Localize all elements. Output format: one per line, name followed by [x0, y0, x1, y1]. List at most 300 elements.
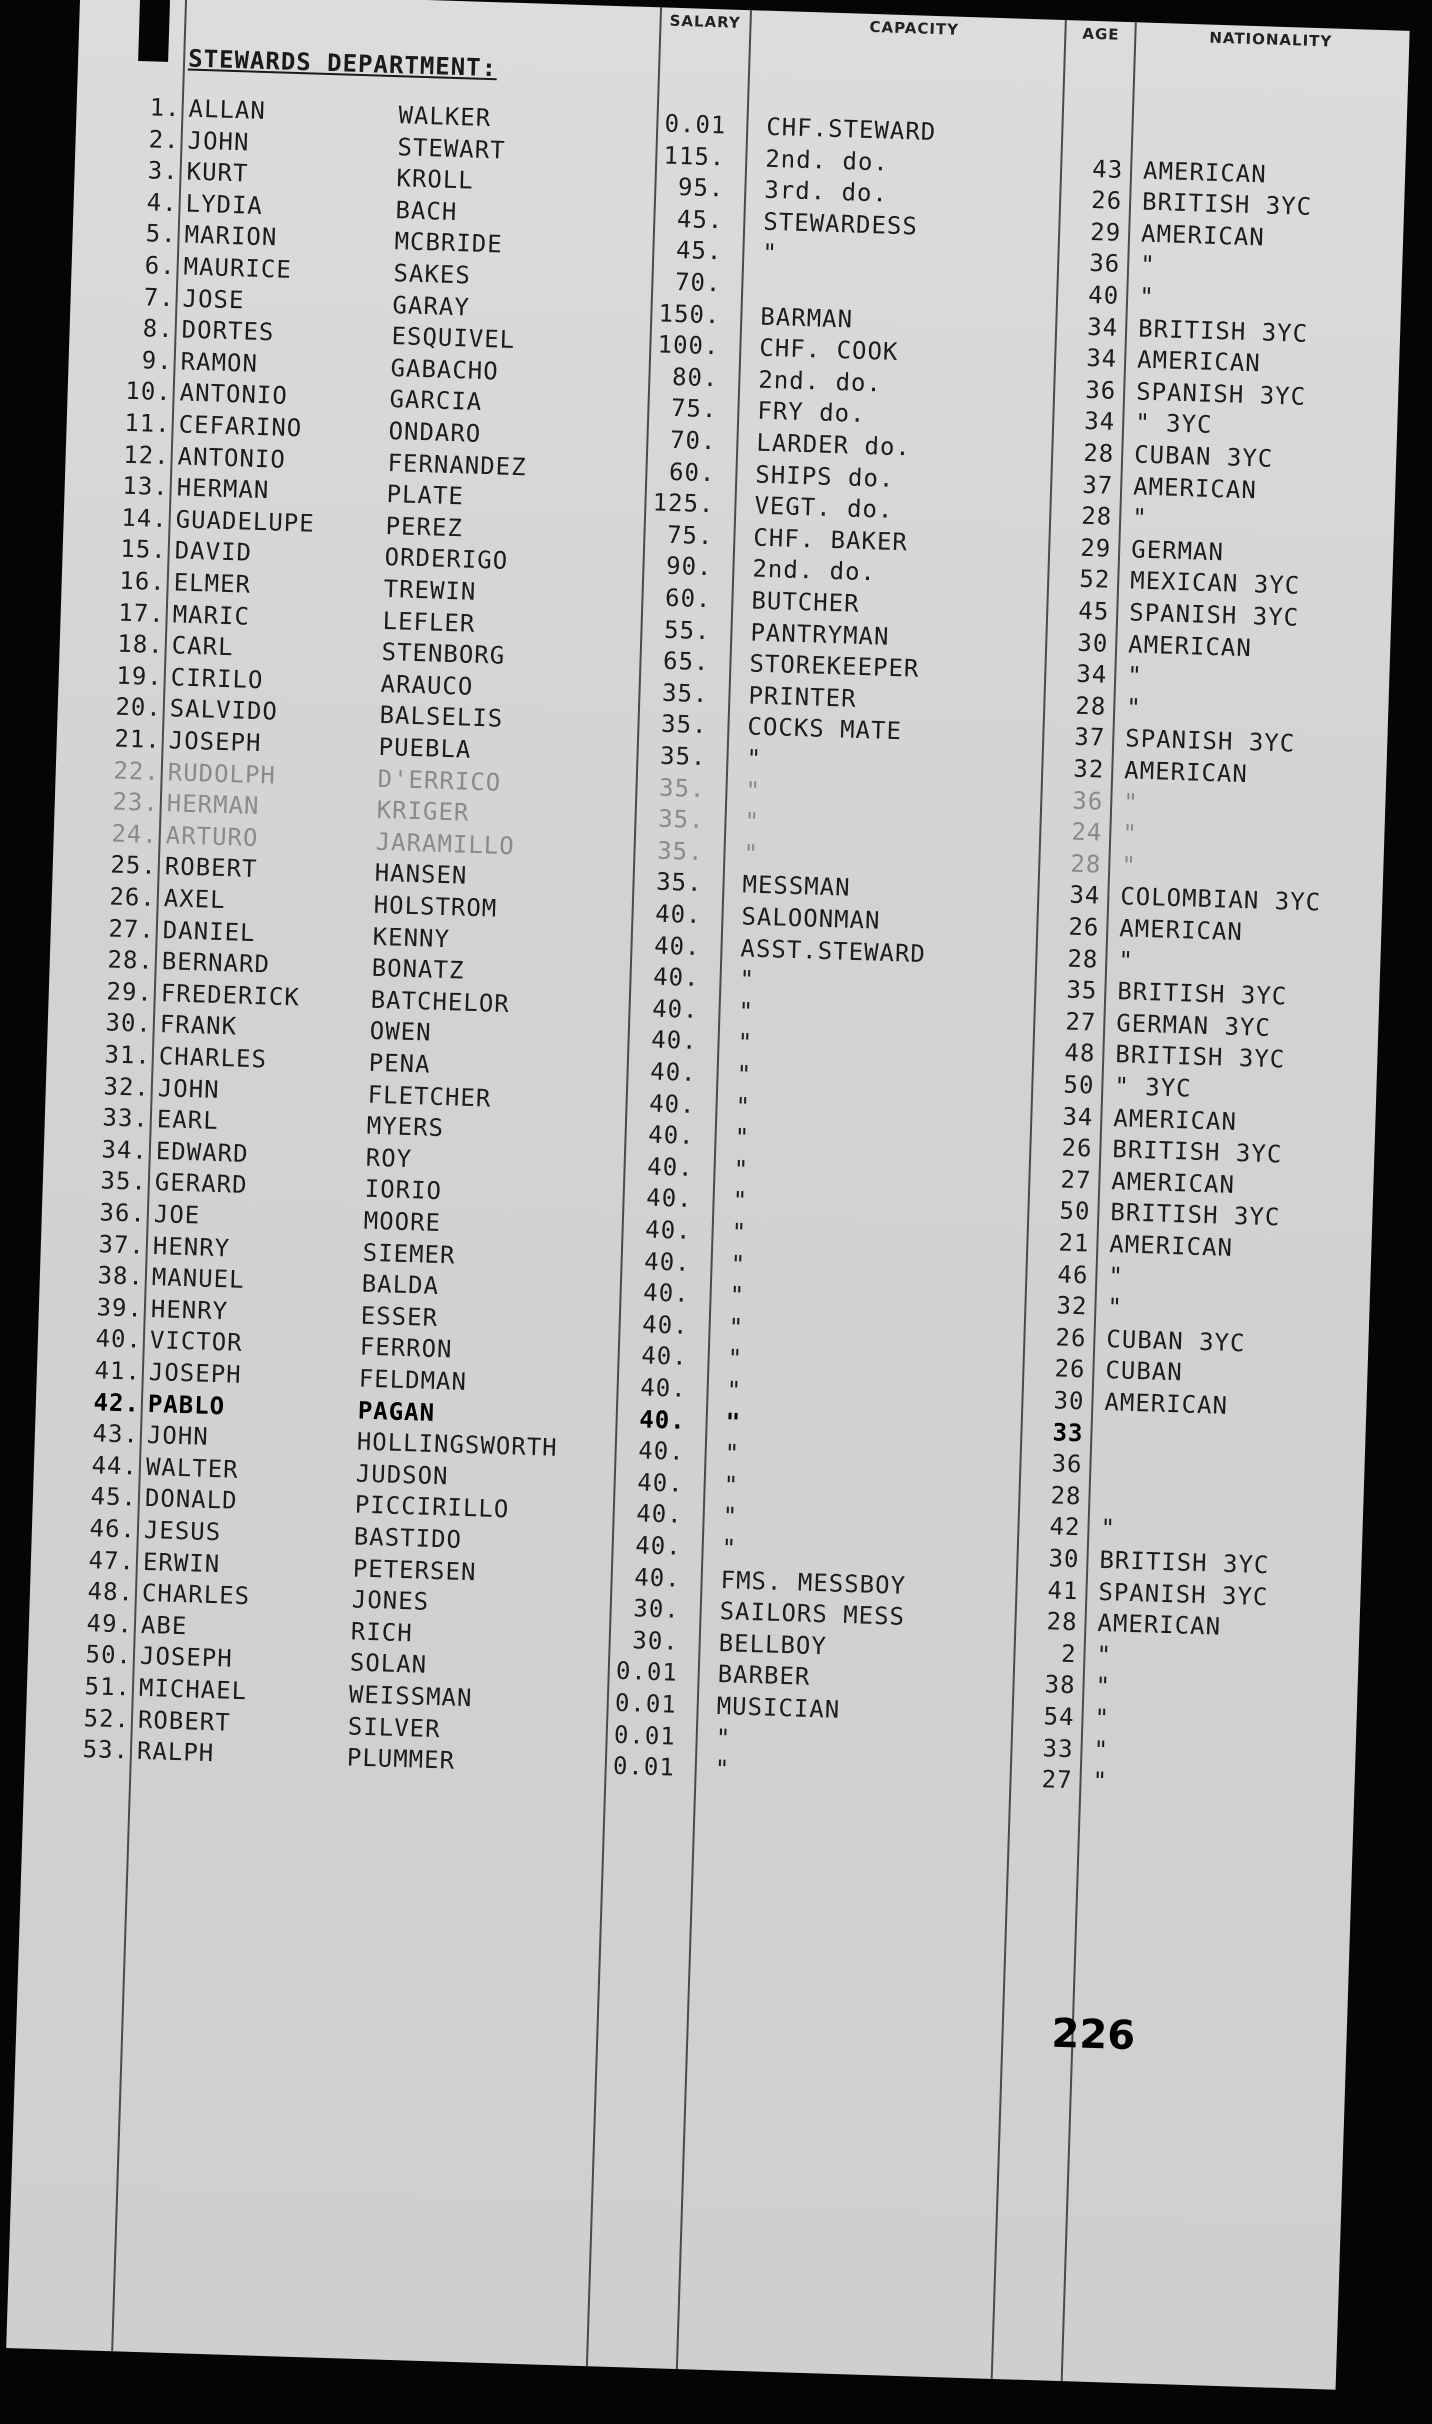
crew-num-cell: 17.	[117, 598, 166, 628]
crew-num-cell: 20.	[114, 692, 163, 723]
crew-nationality-cell: "	[1093, 1735, 1110, 1764]
crew-nationality-cell: SPANISH 3YC	[1135, 377, 1307, 411]
crew-nationality-cell: "	[1122, 787, 1140, 817]
crew-last-cell: ARAUCO	[380, 669, 474, 701]
crew-num-cell: 34.	[101, 1135, 149, 1165]
crew-last-cell: OWEN	[369, 1017, 432, 1048]
crew-num-cell: 52.	[83, 1703, 131, 1734]
crew-salary-cell: 40.	[642, 1278, 691, 1309]
crew-capacity-cell: "	[732, 1186, 749, 1216]
crew-capacity-cell: "	[743, 839, 760, 868]
crew-first-cell: JOSEPH	[139, 1642, 234, 1674]
crew-num-cell: 23.	[112, 787, 160, 818]
crew-first-cell: JOSEPH	[148, 1357, 243, 1389]
crew-num-cell: 21.	[114, 724, 162, 755]
crew-first-cell: CHARLES	[141, 1579, 251, 1611]
crew-first-cell: HERMAN	[176, 473, 270, 505]
punch-hole-shadow	[138, 0, 170, 62]
crew-nationality-cell: "	[1126, 661, 1144, 691]
crew-num-cell: 27.	[108, 914, 156, 944]
crew-capacity-cell: BELLBOY	[718, 1628, 828, 1661]
crew-salary-cell: 35.	[660, 710, 708, 740]
crew-last-cell: GARAY	[392, 290, 471, 322]
crew-num-cell: 19.	[115, 661, 164, 691]
department-title: STEWARDS DEPARTMENT:	[187, 44, 498, 83]
crew-capacity-cell: FMS. MESSBOY	[720, 1565, 907, 1600]
crew-num-cell: 7.	[143, 282, 176, 312]
crew-last-cell: HOLLINGSWORTH	[356, 1427, 559, 1463]
crew-first-cell: GERARD	[154, 1168, 248, 1200]
crew-num-cell: 51.	[84, 1672, 132, 1702]
crew-salary-cell: 40.	[648, 1089, 697, 1119]
crew-capacity-cell: PRINTER	[748, 681, 858, 713]
crew-age-cell: 43	[1091, 154, 1124, 184]
capacity-header: CAPACITY	[869, 17, 960, 39]
crew-num-cell: 28.	[107, 945, 155, 976]
crew-num-cell: 40.	[95, 1324, 143, 1355]
crew-salary-cell: 45.	[675, 236, 723, 266]
crew-first-cell: KURT	[186, 157, 249, 188]
crew-capacity-cell: "	[739, 965, 756, 994]
crew-age-cell: 36	[1071, 786, 1104, 816]
crew-salary-cell: 65.	[662, 646, 710, 677]
crew-last-cell: D'ERRICO	[377, 764, 502, 797]
crew-capacity-cell: CHF. COOK	[758, 333, 899, 367]
crew-nationality-cell: "	[1096, 1640, 1113, 1670]
crew-num-cell: 25.	[110, 850, 158, 881]
crew-num-cell: 29.	[106, 977, 154, 1007]
crew-nationality-cell: SPANISH 3YC	[1098, 1577, 1269, 1611]
crew-salary-cell: 40.	[639, 1373, 688, 1403]
crew-last-cell: FERRON	[359, 1332, 453, 1364]
crew-salary-cell: 40.	[652, 962, 701, 993]
crew-num-cell: 46.	[89, 1514, 137, 1544]
crew-first-cell: HENRY	[152, 1231, 231, 1263]
crew-salary-cell: 125.	[652, 488, 715, 519]
crew-age-cell: 34	[1069, 881, 1101, 910]
crew-nationality-cell: BRITISH 3YC	[1116, 977, 1288, 1011]
crew-last-cell: SAKES	[393, 259, 472, 290]
crew-salary-cell: 40.	[636, 1468, 685, 1498]
crew-nationality-cell: SPANISH 3YC	[1128, 598, 1300, 632]
crew-first-cell: CEFARINO	[178, 410, 303, 443]
crew-capacity-cell: ASST.STEWARD	[740, 933, 927, 968]
crew-age-cell: 30	[1076, 628, 1109, 658]
crew-first-cell: MARIC	[172, 599, 251, 631]
crew-num-cell: 15.	[119, 535, 168, 565]
crew-nationality-cell: CUBAN 3YC	[1133, 440, 1274, 473]
crew-capacity-cell: LARDER do.	[755, 428, 912, 462]
crew-capacity-cell: BARBER	[717, 1660, 811, 1692]
crew-capacity-cell: CHF.STEWARD	[765, 112, 937, 147]
crew-last-cell: RICH	[350, 1617, 414, 1648]
crew-last-cell: ESQUIVEL	[391, 322, 516, 355]
crew-nationality-cell: CUBAN	[1105, 1356, 1184, 1387]
crew-num-cell: 16.	[118, 566, 167, 597]
crew-salary-cell: 60.	[668, 457, 716, 487]
crew-age-cell: 32	[1056, 1291, 1088, 1321]
crew-num-cell: 14.	[120, 503, 169, 533]
crew-last-cell: ONDARO	[388, 417, 482, 448]
crew-num-cell: 47.	[88, 1545, 136, 1576]
crew-last-cell: FELDMAN	[358, 1364, 468, 1396]
crew-first-cell: DAVID	[174, 536, 253, 568]
crew-first-cell: ERWIN	[142, 1547, 221, 1578]
crew-salary-cell: 40.	[635, 1499, 684, 1530]
crew-last-cell: STENBORG	[381, 638, 506, 670]
crew-nationality-cell: "	[1100, 1514, 1117, 1543]
crew-salary-cell: 45.	[676, 204, 724, 235]
crew-age-cell: 26	[1055, 1323, 1087, 1353]
age-header: AGE	[1082, 24, 1120, 44]
crew-nationality-cell: AMERICAN	[1132, 472, 1258, 504]
crew-age-cell: 34	[1083, 407, 1116, 437]
crew-last-cell: STEWART	[397, 132, 507, 165]
crew-salary-cell: 40.	[637, 1436, 686, 1466]
crew-last-cell: JARAMILLO	[375, 827, 516, 860]
crew-num-cell: 18.	[116, 629, 165, 660]
crew-last-cell: WEISSMAN	[348, 1680, 473, 1713]
crew-age-cell: 34	[1075, 659, 1108, 689]
crew-age-cell: 28	[1070, 849, 1102, 879]
crew-capacity-cell: "	[729, 1281, 746, 1310]
crew-last-cell: WALKER	[398, 101, 492, 133]
crew-nationality-cell: AMERICAN	[1097, 1609, 1222, 1641]
crew-first-cell: DANIEL	[162, 915, 256, 947]
crew-age-cell: 48	[1064, 1038, 1096, 1068]
crew-last-cell: PUEBLA	[378, 732, 472, 764]
crew-nationality-cell: AMERICAN	[1136, 345, 1262, 378]
crew-capacity-cell: "	[727, 1344, 744, 1373]
crew-num-cell: 49.	[86, 1608, 134, 1639]
crew-age-cell: 28	[1067, 944, 1099, 974]
crew-salary-cell: 55.	[663, 615, 711, 645]
crew-age-cell: 41	[1047, 1575, 1079, 1605]
crew-last-cell: KRIGER	[376, 796, 470, 827]
crew-capacity-cell: "	[746, 744, 763, 773]
crew-age-cell: 26	[1068, 912, 1100, 942]
crew-capacity-cell: SAILORS MESS	[719, 1597, 906, 1631]
crew-age-cell	[1077, 122, 1125, 124]
crew-age-cell: 27	[1060, 1165, 1092, 1195]
crew-last-cell: SIEMER	[362, 1238, 456, 1270]
crew-num-cell: 42.	[93, 1387, 141, 1418]
crew-num-cell: 33.	[102, 1103, 150, 1134]
crew-capacity-cell: "	[721, 1534, 738, 1563]
crew-last-cell: MCBRIDE	[394, 227, 504, 259]
crew-capacity-cell: 2nd. do.	[752, 554, 877, 587]
crew-first-cell: FREDERICK	[160, 978, 301, 1012]
crew-age-cell: 36	[1088, 249, 1121, 279]
crew-last-cell: GABACHO	[390, 353, 500, 386]
crew-first-cell: RUDOLPH	[167, 757, 277, 790]
crew-last-cell: BALDA	[361, 1269, 440, 1301]
crew-first-cell: JOHN	[146, 1421, 210, 1452]
crew-first-cell: MAURICE	[183, 252, 293, 284]
crew-first-cell: CIRILO	[170, 663, 264, 694]
crew-salary-cell: 95.	[677, 173, 725, 203]
crew-num-cell: 41.	[94, 1356, 142, 1386]
crew-capacity-cell: "	[733, 1155, 750, 1184]
crew-nationality-cell: " 3YC	[1113, 1072, 1193, 1103]
crew-salary-cell: 100.	[657, 330, 720, 361]
crew-capacity-cell: BUTCHER	[751, 586, 860, 618]
crew-num-cell: 38.	[97, 1261, 145, 1291]
crew-last-cell: MYERS	[366, 1111, 445, 1143]
crew-capacity-cell: "	[726, 1376, 743, 1405]
crew-num-cell: 4.	[146, 188, 179, 218]
crew-capacity-cell: "	[744, 807, 761, 837]
crew-first-cell: DONALD	[144, 1484, 239, 1516]
crew-salary-cell: 0.01	[614, 1688, 678, 1719]
crew-num-cell: 10.	[124, 377, 173, 407]
crew-capacity-cell: "	[728, 1312, 745, 1342]
crew-salary-cell: 35.	[657, 804, 705, 835]
crew-capacity-cell: "	[722, 1502, 739, 1531]
crew-first-cell: JOSE	[182, 284, 245, 315]
crew-nationality-cell: COLOMBIAN 3YC	[1119, 882, 1322, 917]
crew-nationality-cell: BRITISH 3YC	[1109, 1198, 1281, 1232]
crew-capacity-cell: "	[714, 1755, 731, 1784]
crew-capacity-cell: "	[734, 1123, 751, 1152]
crew-first-cell: ROBERT	[164, 852, 258, 884]
crew-first-cell: BERNARD	[161, 947, 271, 979]
crew-first-cell: SALVIDO	[169, 694, 279, 727]
crew-last-cell: PETERSEN	[352, 1554, 477, 1586]
crew-last-cell: TREWIN	[383, 574, 477, 606]
crew-age-cell: 35	[1066, 975, 1098, 1005]
crew-age-cell: 26	[1061, 1133, 1093, 1163]
crew-age-cell: 46	[1057, 1260, 1089, 1289]
crew-num-cell: 13.	[121, 471, 170, 502]
crew-num-cell: 1.	[149, 93, 182, 123]
crew-nationality-cell: CUBAN 3YC	[1105, 1324, 1246, 1358]
crew-num-cell: 45.	[90, 1482, 138, 1513]
crew-nationality-cell: AMERICAN	[1112, 1103, 1238, 1136]
crew-nationality-cell: "	[1094, 1703, 1111, 1733]
crew-salary-cell: 35.	[656, 836, 704, 866]
page-number: 226	[1050, 2010, 1136, 2060]
crew-last-cell: JUDSON	[355, 1459, 449, 1491]
crew-age-cell: 38	[1044, 1670, 1076, 1700]
crew-nationality-cell: GERMAN 3YC	[1115, 1008, 1272, 1042]
crew-salary-cell: 40.	[633, 1562, 682, 1593]
crew-capacity-cell: "	[738, 997, 755, 1026]
crew-salary-cell: 40.	[649, 1057, 698, 1087]
nationality-header: NATIONALITY	[1209, 28, 1333, 51]
crew-salary-cell: 35.	[658, 773, 706, 803]
crew-first-cell: MARION	[184, 220, 278, 252]
crew-num-cell: 43.	[92, 1419, 140, 1449]
crew-salary-cell: 40.	[634, 1531, 683, 1561]
crew-nationality-cell: "	[1120, 851, 1138, 880]
crew-first-cell: ALLAN	[188, 94, 267, 125]
crew-num-cell: 24.	[111, 819, 159, 849]
crew-first-cell: JOHN	[187, 126, 250, 157]
crew-capacity-cell: "	[761, 239, 779, 268]
crew-nationality-cell: MEXICAN 3YC	[1129, 566, 1301, 601]
crew-nationality-cell: "	[1139, 250, 1157, 280]
crew-last-cell: BATCHELOR	[370, 985, 511, 1018]
crew-salary-cell: 40.	[646, 1152, 695, 1182]
crew-nationality-cell: "	[1106, 1293, 1124, 1322]
crew-first-cell: JOHN	[157, 1073, 221, 1104]
crew-age-cell: 52	[1078, 565, 1111, 595]
crew-capacity-cell: "	[731, 1218, 748, 1247]
crew-last-cell: SOLAN	[349, 1648, 428, 1680]
crew-salary-cell: 70.	[674, 267, 722, 298]
crew-salary-cell: 60.	[664, 583, 712, 614]
crew-capacity-cell: FRY do.	[756, 396, 866, 429]
crew-capacity-cell: STOREKEEPER	[749, 649, 920, 683]
crew-nationality-cell: "	[1107, 1261, 1125, 1291]
crew-age-cell: 21	[1058, 1228, 1090, 1258]
crew-capacity-cell: "	[736, 1060, 753, 1089]
crew-age-cell: 28	[1082, 438, 1115, 468]
crew-num-cell: 6.	[144, 251, 177, 281]
crew-last-cell: BACH	[395, 195, 458, 226]
crew-first-cell: WALTER	[145, 1452, 240, 1484]
crew-first-cell: GUADELUPE	[175, 505, 316, 538]
crew-age-cell: 27	[1041, 1765, 1073, 1795]
crew-list-page	[6, 0, 1409, 2390]
crew-capacity-cell: "	[723, 1470, 740, 1500]
crew-nationality-cell: AMERICAN	[1142, 156, 1268, 189]
crew-first-cell: ROBERT	[137, 1705, 232, 1737]
crew-age-cell: 54	[1043, 1702, 1075, 1732]
crew-age-cell: 36	[1051, 1449, 1083, 1479]
crew-nationality-cell: "	[1121, 819, 1139, 848]
crew-nationality-cell: BRITISH 3YC	[1111, 1135, 1283, 1169]
crew-capacity-cell: STEWARDESS	[762, 207, 919, 241]
crew-first-cell: MICHAEL	[138, 1673, 248, 1706]
crew-age-cell: 24	[1071, 817, 1103, 847]
crew-age-cell: 2	[1060, 1639, 1077, 1669]
crew-age-cell: 42	[1049, 1512, 1081, 1542]
crew-first-cell: JOE	[153, 1200, 201, 1230]
crew-age-cell: 28	[1074, 691, 1107, 721]
crew-first-cell: PABLO	[147, 1389, 226, 1420]
crew-first-cell: ARTURO	[165, 821, 259, 852]
crew-capacity-cell: "	[745, 776, 762, 805]
crew-age-cell: 29	[1089, 217, 1122, 247]
crew-last-cell: SILVER	[347, 1711, 442, 1743]
crew-last-cell: HOLSTROM	[373, 890, 498, 923]
crew-capacity-cell: MUSICIAN	[716, 1691, 841, 1724]
crew-capacity-cell: SALOONMAN	[741, 902, 881, 935]
crew-salary-cell: 40.	[650, 1025, 699, 1056]
crew-age-cell: 37	[1081, 470, 1114, 500]
crew-capacity-cell: COCKS MATE	[747, 712, 903, 746]
crew-salary-cell: 40.	[654, 899, 702, 930]
crew-num-cell: 11.	[123, 408, 172, 439]
crew-last-cell: KENNY	[372, 922, 451, 953]
crew-salary-cell: 0.01	[612, 1751, 676, 1782]
crew-num-cell: 26.	[109, 882, 157, 912]
crew-first-cell: RALPH	[136, 1736, 215, 1768]
crew-num-cell: 48.	[87, 1577, 135, 1607]
crew-salary-cell: 40.	[638, 1404, 687, 1435]
crew-last-cell: BALSELIS	[379, 701, 504, 734]
crew-nationality-cell: "	[1117, 945, 1135, 975]
crew-nationality-cell: "	[1138, 282, 1156, 312]
crew-salary-cell: 90.	[665, 552, 713, 582]
crew-num-cell: 35.	[100, 1166, 148, 1197]
crew-num-cell: 2.	[148, 124, 181, 154]
crew-last-cell: FERNANDEZ	[387, 448, 528, 481]
crew-num-cell: 32.	[103, 1071, 151, 1102]
crew-salary-cell: 35.	[661, 678, 709, 708]
crew-capacity-cell: "	[725, 1407, 742, 1437]
crew-nationality-cell: "	[1125, 693, 1143, 722]
crew-nationality-cell: GERMAN	[1130, 535, 1225, 567]
crew-salary-cell: 115.	[663, 141, 726, 172]
crew-last-cell: BONATZ	[371, 953, 465, 985]
crew-num-cell: 8.	[142, 314, 175, 344]
crew-age-cell: 28	[1050, 1481, 1082, 1511]
crew-age-cell: 45	[1077, 596, 1110, 626]
crew-first-cell: ANTONIO	[179, 378, 289, 411]
crew-salary-cell: 0.01	[613, 1720, 677, 1751]
crew-last-cell: LEFLER	[382, 606, 476, 638]
crew-last-cell: ESSER	[360, 1301, 439, 1332]
crew-first-cell: MANUEL	[151, 1263, 246, 1295]
crew-age-cell: 30	[1048, 1544, 1080, 1574]
crew-salary-cell: 40.	[640, 1341, 689, 1372]
crew-last-cell: IORIO	[364, 1175, 443, 1206]
crew-last-cell: JONES	[351, 1585, 430, 1617]
crew-num-cell: 5.	[145, 219, 178, 249]
crew-first-cell: EDWARD	[155, 1136, 249, 1168]
crew-salary-cell: 0.01	[664, 109, 727, 140]
crew-last-cell: ROY	[365, 1143, 413, 1173]
crew-last-cell: ORDERIGO	[384, 543, 509, 576]
crew-capacity-cell: "	[737, 1028, 754, 1058]
crew-num-cell: 9.	[141, 346, 174, 375]
crew-nationality-cell: AMERICAN	[1110, 1166, 1236, 1199]
crew-salary-cell: 40.	[651, 994, 700, 1024]
crew-num-cell: 3.	[147, 156, 180, 186]
crew-capacity-cell: MESSMAN	[742, 870, 852, 903]
crew-age-cell: 34	[1086, 312, 1119, 342]
crew-salary-cell: 40.	[653, 931, 701, 961]
crew-first-cell: RAMON	[180, 347, 259, 378]
crew-capacity-cell: "	[715, 1723, 732, 1753]
crew-age-cell: 50	[1063, 1070, 1095, 1100]
crew-num-cell: 36.	[99, 1198, 147, 1228]
crew-capacity-cell: 3rd. do.	[763, 175, 889, 208]
crew-first-cell: HENRY	[150, 1294, 229, 1326]
crew-salary-cell: 150.	[658, 299, 721, 329]
crew-last-cell: GARCIA	[389, 385, 483, 417]
crew-salary-cell: 30.	[632, 1594, 681, 1624]
crew-first-cell: FRANK	[159, 1010, 238, 1041]
crew-first-cell: AXEL	[163, 884, 227, 915]
crew-last-cell: PENA	[368, 1048, 431, 1079]
crew-salary-cell: 40.	[644, 1215, 693, 1245]
crew-first-cell: DORTES	[181, 315, 275, 347]
crew-capacity-cell: PANTRYMAN	[750, 618, 890, 651]
crew-num-cell: 37.	[98, 1229, 146, 1260]
crew-age-cell: 30	[1053, 1386, 1085, 1416]
crew-nationality-cell: "	[1092, 1766, 1109, 1796]
crew-first-cell: HERMAN	[166, 789, 260, 821]
crew-age-cell: 50	[1059, 1196, 1091, 1226]
crew-nationality-cell: SPANISH 3YC	[1124, 724, 1296, 759]
crew-salary-cell: 35.	[659, 741, 707, 772]
crew-first-cell: ANTONIO	[177, 442, 287, 474]
crew-nationality-cell: AMERICAN	[1140, 219, 1266, 252]
